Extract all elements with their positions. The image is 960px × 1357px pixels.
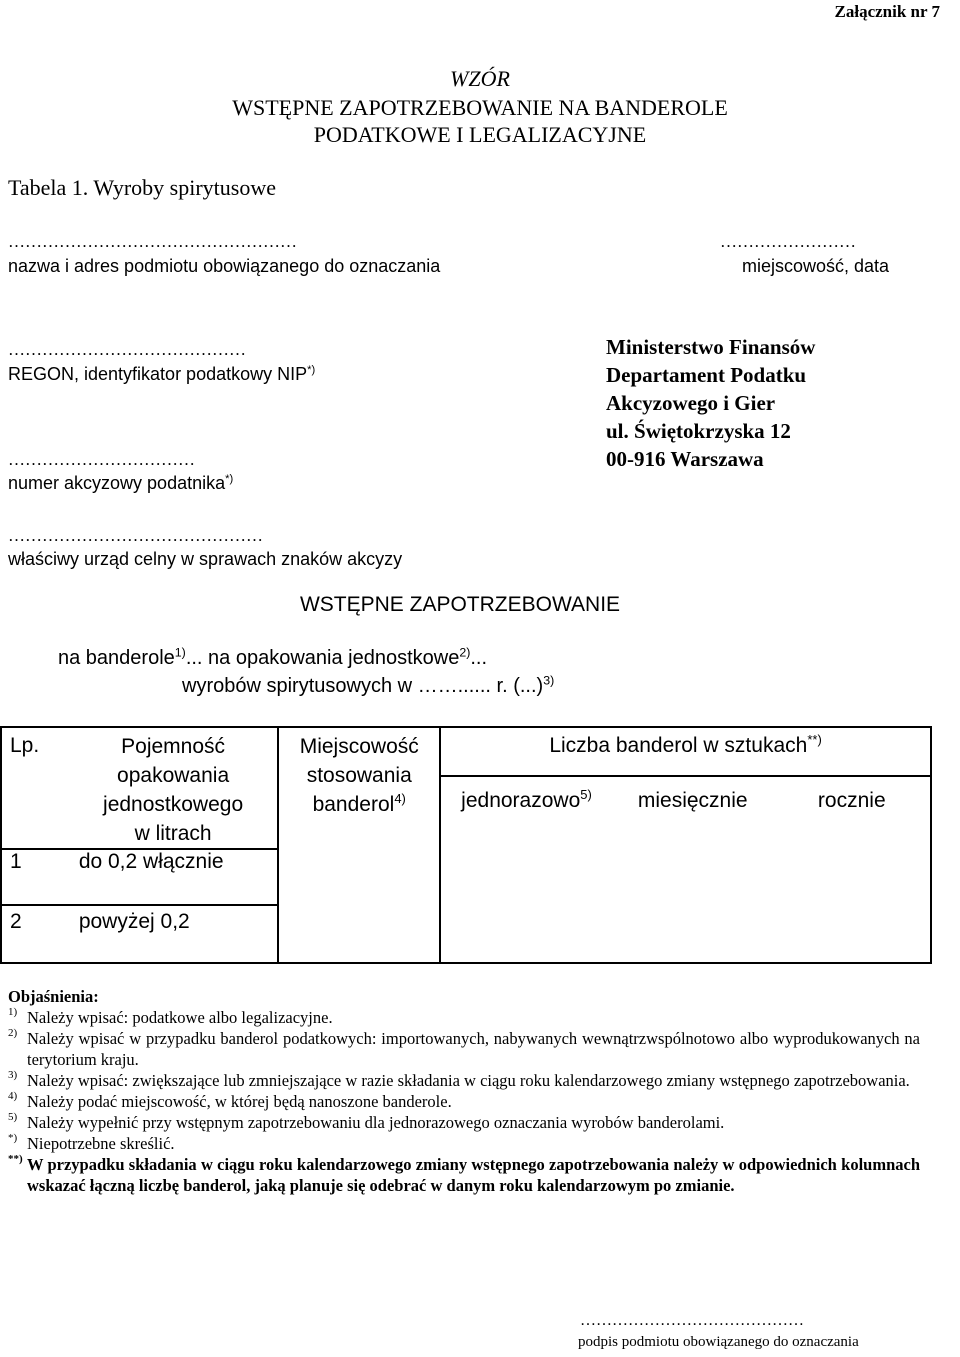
note-6-text: Niepotrzebne skreślić. bbox=[27, 1134, 175, 1153]
row-2-no: 2 bbox=[1, 905, 69, 963]
note-5-mark: 5) bbox=[8, 1111, 18, 1123]
recipient-line-5: 00-916 Warszawa bbox=[606, 447, 764, 471]
note-2-text: Należy wpisać w przypadku banderol podatkowych: importowanych, nabywanych wewnątrzwspólnotowo albo wyprodukowanych na terytorium kraju. bbox=[27, 1029, 920, 1069]
note-7 bbox=[8, 1154, 920, 1196]
header-place-1: Miejscowość bbox=[299, 735, 419, 758]
notes-title: Objaśnienia: bbox=[8, 987, 99, 1006]
signature-label: podpis podmiotu obowiązanego do oznaczania bbox=[578, 1334, 859, 1350]
note-7-text: W przypadku składania w ciągu roku kalendarzowego zmiany wstępnego zapotrzebowania należy w odpowiednich kolumnach wskazać łączną liczbę banderol, jaką planuje się odebrać w danym roku kalendarzowym po zmianie. bbox=[27, 1155, 920, 1195]
note-4 bbox=[8, 1091, 920, 1112]
name-dots: …………………………………………… bbox=[8, 232, 297, 251]
header-capacity bbox=[69, 727, 279, 849]
note-4-mark: 4) bbox=[8, 1090, 18, 1102]
request-line-2-mark: 3) bbox=[543, 673, 555, 688]
regon-label-text: REGON, identyfikator podatkowy NIP bbox=[8, 364, 308, 384]
subheader-once-text: jednorazowo bbox=[461, 789, 581, 812]
header-capacity-4: w litrach bbox=[134, 822, 212, 845]
place-dots: …………………… bbox=[720, 232, 856, 251]
note-1 bbox=[8, 1007, 920, 1028]
header-place-2: stosowania bbox=[306, 764, 412, 787]
header-place-3: banderol bbox=[312, 793, 395, 816]
note-5 bbox=[8, 1112, 920, 1133]
request-line-2-text: wyrobów spirytusowych w ……...... r. (...) bbox=[182, 675, 544, 697]
excise-mark: *) bbox=[225, 473, 234, 485]
notes bbox=[8, 986, 920, 1196]
header-place-mark: 4) bbox=[394, 791, 406, 806]
title-line-1: WSTĘPNE ZAPOTRZEBOWANIE NA BANDEROLE bbox=[232, 95, 728, 120]
regon-dots: …………………………………… bbox=[8, 340, 246, 359]
title-line-2: PODATKOWE I LEGALIZACYJNE bbox=[313, 122, 647, 147]
note-2-mark: 2) bbox=[8, 1027, 18, 1039]
subheader-once-mark: 5) bbox=[580, 787, 592, 802]
note-7-mark: **) bbox=[8, 1153, 23, 1165]
request-line-1 bbox=[58, 647, 487, 670]
recipient-line-2: Departament Podatku bbox=[606, 363, 807, 387]
signature-dots: …………………………………… bbox=[580, 1312, 804, 1329]
request-line-2 bbox=[182, 675, 554, 698]
row-2-capacity: powyżej 0,2 bbox=[69, 905, 279, 963]
row-1-capacity: do 0,2 włącznie bbox=[69, 849, 279, 905]
request-a: na banderole bbox=[58, 647, 175, 669]
header-capacity-1: Pojemność bbox=[121, 735, 226, 758]
table-title: Tabela 1. Wyroby spirytusowe bbox=[8, 175, 277, 200]
excise-label bbox=[8, 473, 233, 494]
recipient-line-3: Akcyzowego i Gier bbox=[606, 391, 776, 415]
header-count-text: Liczba banderol w sztukach bbox=[549, 734, 808, 757]
header-lp: Lp. bbox=[1, 727, 69, 849]
note-3-text: Należy wpisać: zwiększające lub zmniejszające w razie składania w ciągu roku kalendarzowego zmiany wstępnego zapotrzebowania. bbox=[27, 1071, 910, 1090]
request-b: ... na opakowania jednostkowe bbox=[185, 647, 460, 669]
request-a-mark: 1) bbox=[174, 645, 186, 660]
subheader-monthly: miesięcznie bbox=[612, 776, 774, 963]
attachment-label: Załącznik nr 7 bbox=[834, 2, 940, 21]
name-label: nazwa i adres podmiotu obowiązanego do oznaczania bbox=[8, 256, 441, 276]
demand-table bbox=[0, 726, 932, 964]
note-3 bbox=[8, 1070, 920, 1091]
excise-label-text: numer akcyzowy podatnika bbox=[8, 473, 226, 493]
subheader-yearly: rocznie bbox=[774, 776, 931, 963]
regon-label bbox=[8, 364, 315, 385]
request-c: ... bbox=[470, 647, 488, 669]
note-3-mark: 3) bbox=[8, 1069, 18, 1081]
note-6 bbox=[8, 1133, 920, 1154]
office-label: właściwy urząd celny w sprawach znaków akcyzy bbox=[8, 549, 403, 569]
note-1-text: Należy wpisać: podatkowe albo legalizacyjne. bbox=[27, 1008, 333, 1027]
note-2 bbox=[8, 1028, 920, 1070]
main-heading: WSTĘPNE ZAPOTRZEBOWANIE bbox=[299, 593, 621, 616]
row-1-no: 1 bbox=[1, 849, 69, 905]
office-dots: ……………………………………… bbox=[8, 526, 263, 545]
note-1-mark: 1) bbox=[8, 1006, 18, 1018]
excise-dots: …………………………… bbox=[8, 450, 195, 469]
recipient-line-1: Ministerstwo Finansów bbox=[606, 335, 816, 359]
recipient-address bbox=[606, 333, 815, 473]
note-6-mark: *) bbox=[8, 1132, 18, 1144]
place-label: miejscowość, data bbox=[742, 256, 890, 276]
recipient-line-4: ul. Świętokrzyska 12 bbox=[606, 419, 791, 443]
regon-mark: *) bbox=[307, 364, 316, 376]
note-5-text: Należy wypełnić przy wstępnym zapotrzebowaniu dla jednorazowego oznaczania wyrobów banderolami. bbox=[27, 1113, 725, 1132]
note-4-text: Należy podać miejscowość, w której będą nanoszone banderole. bbox=[27, 1092, 452, 1111]
request-b-mark: 2) bbox=[459, 645, 471, 660]
subheader-once bbox=[440, 776, 612, 963]
header-place bbox=[278, 727, 440, 963]
header-count bbox=[440, 727, 931, 776]
header-capacity-2: opakowania bbox=[117, 764, 230, 787]
header-count-mark: **) bbox=[807, 732, 822, 747]
template-label: WZÓR bbox=[450, 66, 510, 91]
header-capacity-3: jednostkowego bbox=[103, 793, 244, 816]
